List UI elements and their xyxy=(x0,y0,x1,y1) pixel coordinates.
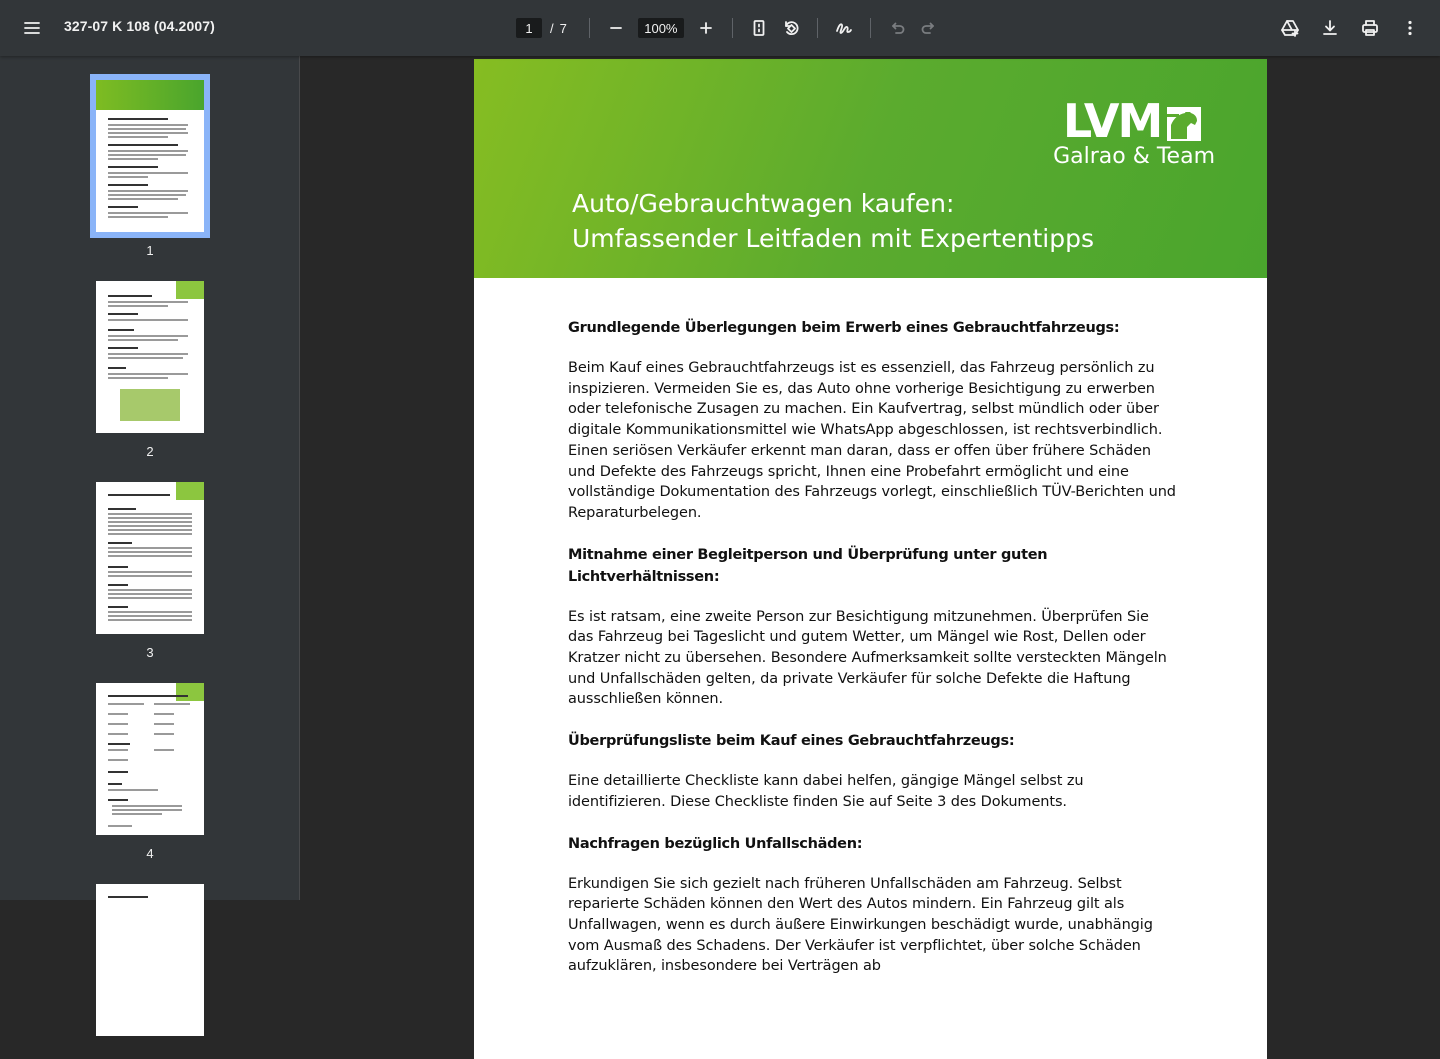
brand-logo xyxy=(1053,94,1215,169)
thumbnail-page-number: 1 xyxy=(146,243,154,258)
page-thumbnail[interactable] xyxy=(96,482,204,634)
thumbnail-image xyxy=(120,389,180,421)
download-button[interactable] xyxy=(1314,12,1346,44)
thumbnail-page-number: 4 xyxy=(146,846,154,861)
page-banner xyxy=(474,59,1267,278)
zoom-level-input[interactable] xyxy=(638,18,684,38)
print-button[interactable] xyxy=(1354,12,1386,44)
annotate-button[interactable] xyxy=(828,12,860,44)
rotate-button[interactable] xyxy=(775,12,807,44)
thumbnail-page-1[interactable] xyxy=(90,74,210,258)
thumbnail-sidebar[interactable] xyxy=(0,56,300,900)
page-thumbnail[interactable] xyxy=(96,884,204,1036)
page-thumbnail[interactable] xyxy=(96,80,204,232)
menu-icon xyxy=(22,18,42,38)
horse-logo-icon xyxy=(1165,103,1205,143)
save-to-drive-button[interactable] xyxy=(1274,12,1306,44)
thumbnail-logo xyxy=(176,683,204,701)
menu-button[interactable] xyxy=(16,12,48,44)
heading-line-2: Umfassender Leitfaden mit Expertentipps xyxy=(572,224,1095,253)
pdf-toolbar xyxy=(0,0,1440,56)
annotate-icon xyxy=(834,18,854,38)
thumbnail-page-5[interactable] xyxy=(90,878,210,1036)
drive-add-icon xyxy=(1280,18,1300,38)
redo-icon xyxy=(919,18,939,38)
toolbar-actions xyxy=(1274,12,1426,44)
page-thumbnail[interactable] xyxy=(96,683,204,835)
section-paragraph: Eine detaillierte Checkliste kann dabei helfen, gängige Mängel selbst zu identifizieren. Diese Checkliste finden Sie auf Seite 3 des Dokuments. xyxy=(568,773,1084,810)
download-icon xyxy=(1320,18,1340,38)
thumbnail-logo xyxy=(176,281,204,299)
toolbar-divider xyxy=(589,18,590,38)
page-total: 7 xyxy=(559,20,567,36)
thumbnail-logo xyxy=(176,482,204,500)
toolbar-divider xyxy=(817,18,818,38)
thumbnail-page-4[interactable] xyxy=(90,677,210,861)
brand-subtitle: Galrao & Team xyxy=(1053,144,1215,169)
document-heading xyxy=(572,186,1094,256)
toolbar-divider xyxy=(732,18,733,38)
zoom-in-button[interactable] xyxy=(690,12,722,44)
section-paragraph: Beim Kauf eines Gebrauchtfahrzeugs ist es essenziell, das Fahrzeug persönlich zu inspizieren. Vermeiden Sie es, das Auto ohne vorherige Besichtigung zu erwerben oder telefonische Zusagen zu machen. Ein Kaufvertrag, selbst mündlich oder über digitale Kommunikationsmittel wie WhatsApp abgeschlossen, ist rechtsverbindlich. Einen seriösen Verkäufer erkennt man daran, dass er offen über frühere Schäden und Defekte des Fahrzeugs spricht, Ihnen eine Probefahrt ermöglicht und eine vollständige Dokumentation des Fahrzeugs vorlegt, einschließlich TÜV-Berichten und Reparaturbelegen. xyxy=(568,360,1176,521)
thumbnail-banner xyxy=(96,80,204,110)
section-heading: Mitnahme einer Begleitperson und Überprüfung unter guten Lichtverhältnissen: xyxy=(568,546,1048,585)
zoom-out-button[interactable] xyxy=(600,12,632,44)
document-title: 327-07 K 108 (04.2007) xyxy=(64,18,215,34)
section-heading: Überprüfungsliste beim Kauf eines Gebrauchtfahrzeugs: xyxy=(568,733,1015,750)
undo-button[interactable] xyxy=(881,12,913,44)
print-icon xyxy=(1360,18,1380,38)
brand-name: LVM xyxy=(1062,94,1162,148)
zoom-in-icon xyxy=(696,18,716,38)
section-heading: Nachfragen bezüglich Unfallschäden: xyxy=(568,835,863,852)
page-thumbnail[interactable] xyxy=(96,281,204,433)
undo-icon xyxy=(887,18,907,38)
zoom-out-icon xyxy=(606,18,626,38)
pdf-page xyxy=(474,59,1267,1059)
document-viewer[interactable] xyxy=(301,56,1440,975)
fit-to-page-button[interactable] xyxy=(743,12,775,44)
more-options-button[interactable] xyxy=(1394,12,1426,44)
rotate-icon xyxy=(781,18,801,38)
heading-line-1: Auto/Gebrauchtwagen kaufen: xyxy=(572,189,955,218)
page-number-input[interactable] xyxy=(516,18,542,38)
redo-button[interactable] xyxy=(913,12,945,44)
section-heading: Grundlegende Überlegungen beim Erwerb eines Gebrauchtfahrzeugs: xyxy=(568,320,1120,336)
page-content xyxy=(568,317,1178,997)
thumbnail-page-3[interactable] xyxy=(90,476,210,660)
page-separator: / xyxy=(550,20,554,36)
fit-page-icon xyxy=(749,18,769,38)
thumbnail-page-2[interactable] xyxy=(90,275,210,459)
section-paragraph: Es ist ratsam, eine zweite Person zur Besichtigung mitzunehmen. Überprüfen Sie das Fahrzeug bei Tageslicht und gutem Wetter, um Mängel wie Rost, Dellen oder Kratzer nicht zu übersehen. Besondere Aufmerksamkeit sollte versteckten Mängeln und Unfallschäden gelten, da private Verkäufer für solche Defekte die Haftung ausschließen können. xyxy=(568,608,1167,708)
page-zoom-controls xyxy=(516,12,945,44)
section-paragraph: Erkundigen Sie sich gezielt nach früheren Unfallschäden am Fahrzeug. Selbst reparierte Schäden können den Wert des Autos mindern. Ein Fahrzeug gilt als Unfallwagen, wenn es durch äußere Einwirkungen beschädigt wurde, unabhängig vom Ausmaß des Schadens. Der Verkäufer ist verpflichtet, über solche Schäden aufzuklären, insbesondere bei Verträgen ab xyxy=(568,875,1153,975)
more-vert-icon xyxy=(1400,18,1420,38)
toolbar-divider xyxy=(870,18,871,38)
thumbnail-page-number: 3 xyxy=(146,645,154,660)
thumbnail-page-number: 2 xyxy=(146,444,154,459)
